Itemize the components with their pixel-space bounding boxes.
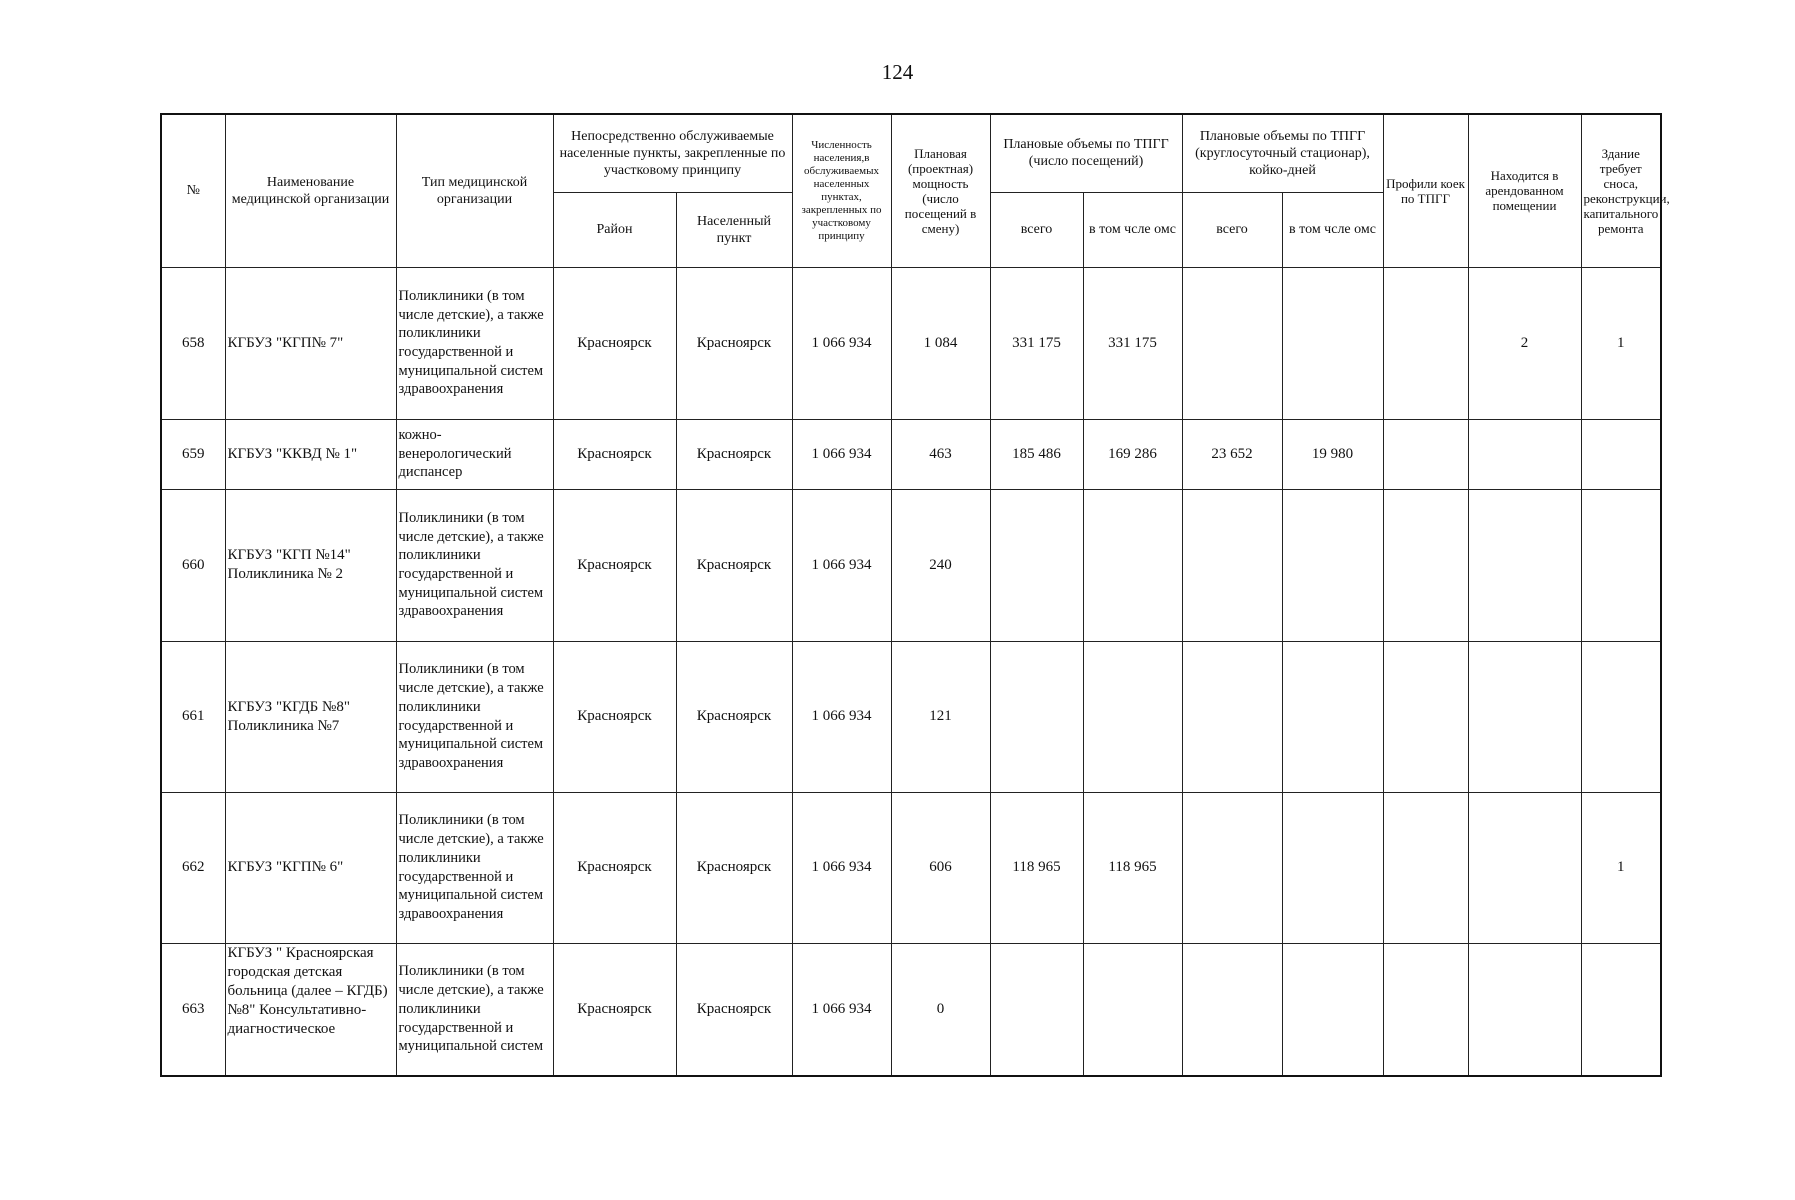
header-name: Наименование медицинской организации (225, 114, 396, 267)
cell-name: КГБУЗ "КГДБ №8" Поликлиника №7 (225, 641, 396, 792)
cell-settlement: Красноярск (676, 267, 792, 419)
header-visits: Плановые объемы по ТПГГ (число посещений) (990, 114, 1182, 192)
cell-capacity: 463 (891, 419, 990, 489)
cell-district: Красноярск (553, 489, 676, 641)
cell-visits-total (990, 641, 1083, 792)
header-inpatient-total: всего (1182, 192, 1282, 267)
table-row (161, 419, 1661, 489)
cell-rented (1468, 641, 1581, 792)
cell-capacity: 606 (891, 792, 990, 943)
cell-visits-total (990, 489, 1083, 641)
cell-inpatient-total: 23 652 (1182, 419, 1282, 489)
cell-name: КГБУЗ " Красноярская городская детская больница (далее – КГДБ) №8" Консультативно-диагностическое (225, 943, 396, 1076)
table-row (161, 943, 1661, 1076)
cell-settlement: Красноярск (676, 489, 792, 641)
cell-settlement: Красноярск (676, 792, 792, 943)
cell-demolition (1581, 489, 1661, 641)
table-row (161, 792, 1661, 943)
table-row (161, 489, 1661, 641)
cell-inpatient-total (1182, 943, 1282, 1076)
header-rented: Находится в арендованном помещении (1468, 114, 1581, 267)
cell-visits-total: 118 965 (990, 792, 1083, 943)
cell-visits-total: 331 175 (990, 267, 1083, 419)
cell-num: 661 (161, 641, 225, 792)
cell-name: КГБУЗ "КГП№ 6" (225, 792, 396, 943)
cell-population: 1 066 934 (792, 943, 891, 1076)
cell-capacity: 240 (891, 489, 990, 641)
cell-visits-oms (1083, 641, 1182, 792)
cell-bed-profiles (1383, 943, 1468, 1076)
cell-population: 1 066 934 (792, 792, 891, 943)
cell-visits-total: 185 486 (990, 419, 1083, 489)
header-served-points: Непосредственно обслуживаемые населенные пункты, закрепленные по участковому принципу (553, 114, 792, 192)
cell-inpatient-oms (1282, 943, 1383, 1076)
cell-num: 663 (161, 943, 225, 1076)
cell-bed-profiles (1383, 641, 1468, 792)
cell-type: кожно-венерологический диспансер (396, 419, 553, 489)
cell-district: Красноярск (553, 641, 676, 792)
cell-bed-profiles (1383, 419, 1468, 489)
cell-population: 1 066 934 (792, 641, 891, 792)
header-bed-profiles: Профили коек по ТПГГ (1383, 114, 1468, 267)
cell-capacity: 1 084 (891, 267, 990, 419)
cell-num: 660 (161, 489, 225, 641)
cell-inpatient-total (1182, 489, 1282, 641)
header-type: Тип медицинской организации (396, 114, 553, 267)
header-inpatient-oms: в том чсле омс (1282, 192, 1383, 267)
cell-district: Красноярск (553, 943, 676, 1076)
cell-inpatient-oms (1282, 267, 1383, 419)
cell-rented (1468, 489, 1581, 641)
header-visits-total: всего (990, 192, 1083, 267)
cell-rented (1468, 792, 1581, 943)
medical-organizations-table (160, 113, 1670, 1077)
cell-population: 1 066 934 (792, 267, 891, 419)
cell-population: 1 066 934 (792, 419, 891, 489)
header-capacity: Плановая (проектная) мощность (число посещений в смену) (891, 114, 990, 267)
cell-bed-profiles (1383, 267, 1468, 419)
cell-demolition: 1 (1581, 267, 1661, 419)
cell-type: Поликлиники (в том числе детские), а также поликлиники государственной и муниципальной систем здравоохранения (396, 792, 553, 943)
cell-settlement: Красноярск (676, 419, 792, 489)
cell-inpatient-oms (1282, 641, 1383, 792)
header-demolition: Здание требует сноса, реконструкции, капитального ремонта (1581, 114, 1661, 267)
cell-name: КГБУЗ "КГП№ 7" (225, 267, 396, 419)
page-number: 124 (881, 60, 914, 84)
cell-type: Поликлиники (в том числе детские), а также поликлиники государственной и муниципальной систем здравоохранения (396, 267, 553, 419)
cell-capacity: 121 (891, 641, 990, 792)
cell-district: Красноярск (553, 267, 676, 419)
cell-num: 662 (161, 792, 225, 943)
cell-visits-oms: 169 286 (1083, 419, 1182, 489)
cell-demolition: 1 (1581, 792, 1661, 943)
table-body (161, 267, 1661, 1076)
cell-demolition (1581, 641, 1661, 792)
cell-inpatient-total (1182, 267, 1282, 419)
cell-capacity: 0 (891, 943, 990, 1076)
cell-district: Красноярск (553, 419, 676, 489)
cell-type: Поликлиники (в том числе детские), а также поликлиники государственной и муниципальной систем здравоохранения (396, 641, 553, 792)
cell-rented (1468, 943, 1581, 1076)
cell-num: 659 (161, 419, 225, 489)
cell-bed-profiles (1383, 792, 1468, 943)
cell-inpatient-total (1182, 792, 1282, 943)
header-inpatient: Плановые объемы по ТПГГ (круглосуточный стационар), койко-дней (1182, 114, 1383, 192)
table-row (161, 267, 1661, 419)
cell-visits-oms: 331 175 (1083, 267, 1182, 419)
cell-demolition (1581, 943, 1661, 1076)
header-settlement: Населенный пункт (676, 192, 792, 267)
cell-inpatient-oms (1282, 489, 1383, 641)
cell-visits-oms: 118 965 (1083, 792, 1182, 943)
table-row (161, 641, 1661, 792)
cell-inpatient-oms (1282, 792, 1383, 943)
header-population: Численность населения,в обслуживаемых населенных пунктах, закрепленных по участковому принципу (792, 114, 891, 267)
cell-name: КГБУЗ "КГП №14" Поликлиника № 2 (225, 489, 396, 641)
cell-visits-oms (1083, 489, 1182, 641)
cell-rented: 2 (1468, 267, 1581, 419)
table-header (161, 114, 1670, 267)
cell-bed-profiles (1383, 489, 1468, 641)
cell-visits-oms (1083, 943, 1182, 1076)
cell-name: КГБУЗ "ККВД № 1" (225, 419, 396, 489)
cell-rented (1468, 419, 1581, 489)
header-visits-oms: в том чсле омс (1083, 192, 1182, 267)
cell-population: 1 066 934 (792, 489, 891, 641)
cell-settlement: Красноярск (676, 641, 792, 792)
cell-type: Поликлиники (в том числе детские), а также поликлиники государственной и муниципальной систем здравоохранения (396, 489, 553, 641)
header-district: Район (553, 192, 676, 267)
cell-district: Красноярск (553, 792, 676, 943)
cell-demolition (1581, 419, 1661, 489)
cell-visits-total (990, 943, 1083, 1076)
cell-settlement: Красноярск (676, 943, 792, 1076)
cell-inpatient-total (1182, 641, 1282, 792)
cell-inpatient-oms: 19 980 (1282, 419, 1383, 489)
header-num: № (161, 114, 225, 267)
cell-type: Поликлиники (в том числе детские), а также поликлиники государственной и муниципальной систем (396, 943, 553, 1076)
cell-num: 658 (161, 267, 225, 419)
